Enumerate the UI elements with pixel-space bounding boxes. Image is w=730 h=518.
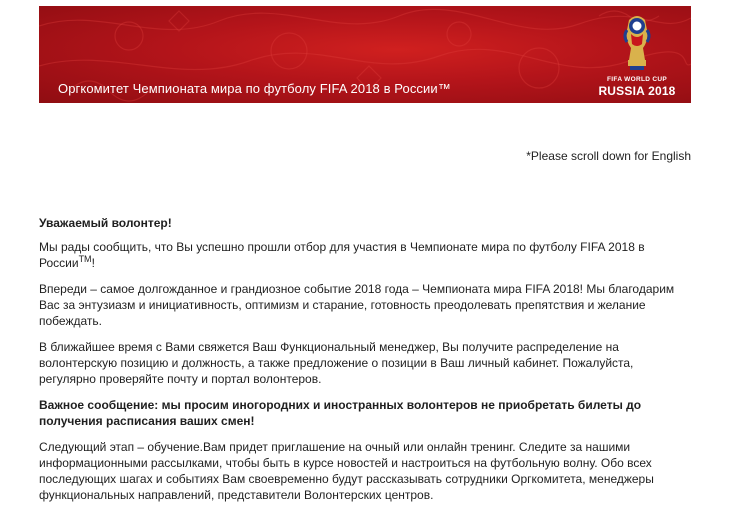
trademark-sup: TM	[78, 254, 92, 264]
paragraph-manager: В ближайшее время с Вами свяжется Ваш Функциональный менеджер, Вы получите распределение на волонтерскую позицию и должность, а также предложение о позиции в Ваш личный кабинет. Пожалуйста, регулярно проверяйте почту и портал волонтеров.	[39, 340, 634, 386]
paragraph-training: Следующий этап – обучение.Вам придет приглашение на очный или онлайн тренинг. Следите за нашими информационными рассылками, чтобы быть в курсе новостей и настроиться на футбольную волну. Обо всех последующих шагах и событиях Вам своевременно будут рассказывать сотрудники Оргкомитета, менеджеры функциональных направлений, представители Волонтерских центров.	[39, 440, 654, 502]
paragraph-selection	[39, 239, 691, 271]
scroll-note: *Please scroll down for English	[526, 149, 691, 163]
paragraph-event: Впереди – самое долгожданное и грандиозное событие 2018 года – Чемпионата мира FIFA 2018! Мы благодарим Вас за энтузиазм и инициативность, оптимизм и старание, готовность преодолевать препятствия и желание побеждать.	[39, 282, 675, 328]
logo-caption-small: FIFA WORLD CUP	[607, 76, 667, 83]
letter-body	[39, 215, 691, 513]
banner-title: Оргкомитет Чемпионата мира по футболу FIFA 2018 в России™	[58, 81, 451, 96]
paragraph-important: Важное сообщение: мы просим иногородних и иностранных волонтеров не приобретать билеты до получения расписания ваших смен!	[39, 398, 642, 428]
paragraph-selection-end: !	[91, 256, 95, 270]
world-cup-logo	[587, 10, 687, 100]
header-banner	[39, 6, 691, 103]
greeting: Уважаемый волонтер!	[39, 216, 172, 230]
world-cup-trophy-icon	[617, 10, 657, 74]
logo-caption-large: RUSSIA 2018	[598, 84, 676, 98]
paragraph-selection-text: Мы рады сообщить, что Вы успешно прошли отбор для участия в Чемпионате мира по футболу FIFA 2018 в России	[39, 240, 645, 270]
